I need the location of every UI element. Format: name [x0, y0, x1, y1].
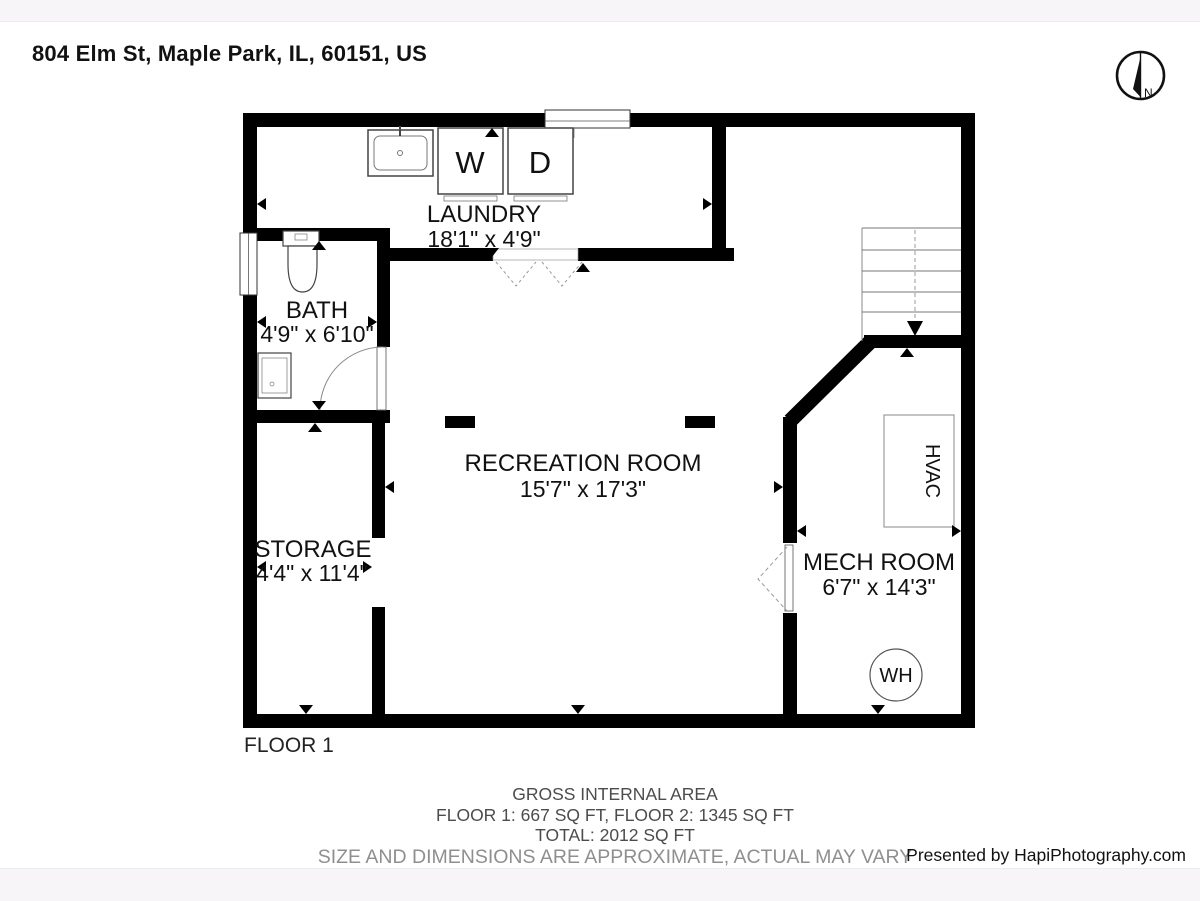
laundry-name: LAUNDRY	[426, 201, 542, 228]
wall-stub-right	[685, 416, 715, 428]
recreation-name: RECREATION ROOM	[464, 450, 702, 477]
staircase	[862, 228, 961, 341]
property-address: 804 Elm St, Maple Park, IL, 60151, US	[32, 41, 428, 66]
water-heater-label: WH	[879, 665, 913, 687]
laundry-sink	[368, 126, 433, 176]
washer	[438, 128, 503, 201]
wall-bottom	[243, 714, 975, 728]
toilet	[283, 231, 319, 292]
floor-label: FLOOR 1	[244, 734, 334, 757]
wall-stub-left	[445, 416, 475, 428]
stair-direction-arrow	[907, 321, 923, 336]
wall-storage-right-upper	[372, 423, 385, 538]
area-title: GROSS INTERNAL AREA	[512, 784, 718, 804]
wall-laundry-right	[712, 127, 726, 258]
area-summary	[318, 784, 913, 867]
area-line1: FLOOR 1: 667 SQ FT, FLOOR 2: 1345 SQ FT	[436, 804, 794, 825]
wall-diagonal	[790, 341, 871, 421]
wall-mech-left-upper	[783, 417, 797, 543]
laundry-bifold-doors	[493, 249, 582, 286]
hvac-label: HVAC	[921, 443, 943, 499]
photography-credit: Presented by HapiPhotography.com	[906, 845, 1186, 865]
doors	[320, 249, 793, 611]
wall-bath-bottom	[243, 410, 390, 423]
bath-door	[320, 347, 386, 410]
hvac-unit	[884, 415, 954, 527]
dryer-label: D	[528, 145, 552, 180]
disclaimer-text: SIZE AND DIMENSIONS ARE APPROXIMATE, ACTUAL MAY VARY	[317, 845, 913, 868]
bath-name: BATH	[285, 297, 349, 324]
area-line2: TOTAL: 2012 SQ FT	[535, 825, 695, 845]
storage-dims: 4'4" x 11'4"	[256, 560, 368, 586]
wall-mech-left-lower	[783, 613, 797, 714]
wall-laundry-bottom-right	[578, 248, 734, 261]
walls	[243, 113, 975, 728]
wall-bath-right	[377, 228, 390, 347]
dryer	[508, 128, 573, 201]
window-left-bath	[240, 233, 257, 295]
wall-storage-right-lower	[372, 607, 385, 714]
water-heater	[870, 649, 922, 701]
laundry-dims: 18'1" x 4'9"	[427, 226, 541, 252]
mech-door	[758, 545, 793, 611]
wall-right	[961, 113, 975, 728]
mech-name: MECH ROOM	[803, 549, 955, 576]
washer-label: W	[455, 145, 485, 180]
bath-dims: 4'9" x 6'10"	[260, 321, 374, 347]
recreation-dims: 15'7" x 17'3"	[519, 476, 647, 502]
bath-sink	[258, 353, 291, 398]
storage-name: STORAGE	[254, 536, 372, 563]
mech-dims: 6'7" x 14'3"	[822, 574, 936, 600]
wall-stair-bottom	[864, 335, 961, 348]
compass-north-label: N	[1144, 86, 1153, 100]
